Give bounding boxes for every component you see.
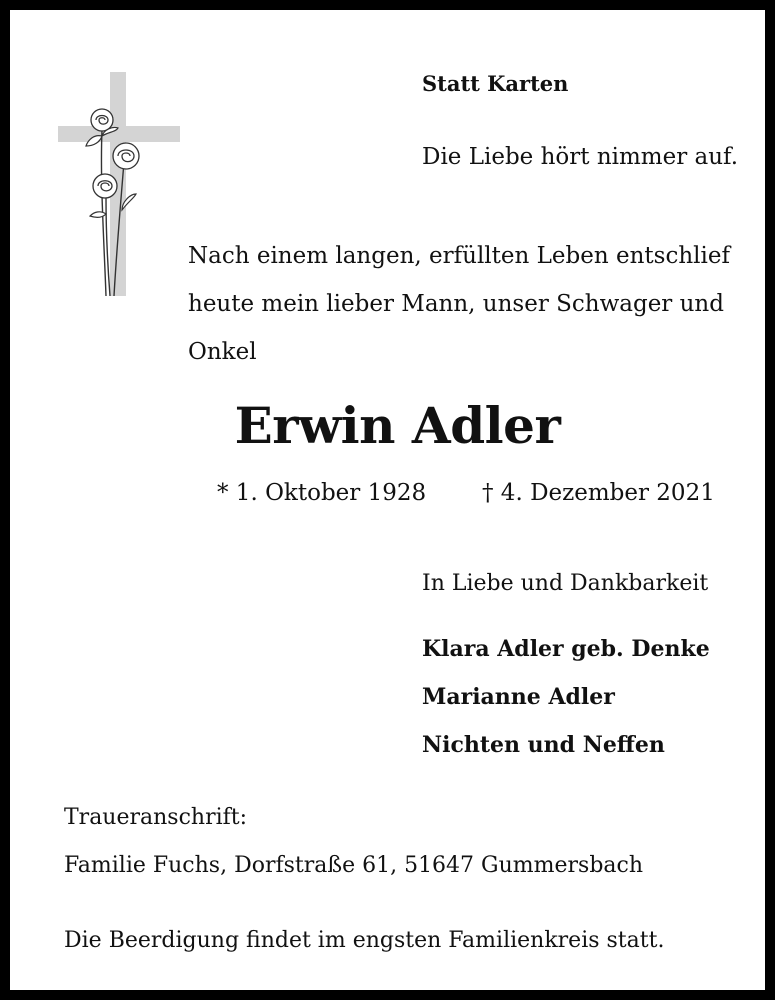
deceased-name: Erwin Adler — [234, 396, 561, 455]
mourner-name: Nichten und Neffen — [422, 732, 665, 758]
intro-line: heute mein lieber Mann, unser Schwager und — [188, 291, 724, 317]
cross-with-roses-icon — [56, 70, 182, 298]
motto-text: Die Liebe hört nimmer auf. — [422, 144, 739, 170]
mourners-intro: In Liebe und Dankbarkeit — [422, 571, 709, 596]
funeral-note: Die Beerdigung findet im engsten Familienkreis statt. — [64, 928, 665, 953]
address-label: Traueranschrift: — [64, 805, 248, 830]
intro-line: Onkel — [188, 339, 257, 365]
intro-line: Nach einem langen, erfüllten Leben entschlief — [188, 243, 730, 269]
mourners-list — [422, 625, 710, 769]
birth-date: * 1. Oktober 1928 — [217, 480, 427, 506]
mourner-name: Marianne Adler — [422, 684, 615, 710]
mourner-name: Klara Adler geb. Denke — [422, 636, 710, 662]
death-date: † 4. Dezember 2021 — [482, 480, 715, 506]
address-text: Familie Fuchs, Dorfstraße 61, 51647 Gummersbach — [64, 853, 644, 878]
statt-karten-heading: Statt Karten — [422, 71, 569, 96]
intro-text — [188, 232, 730, 376]
